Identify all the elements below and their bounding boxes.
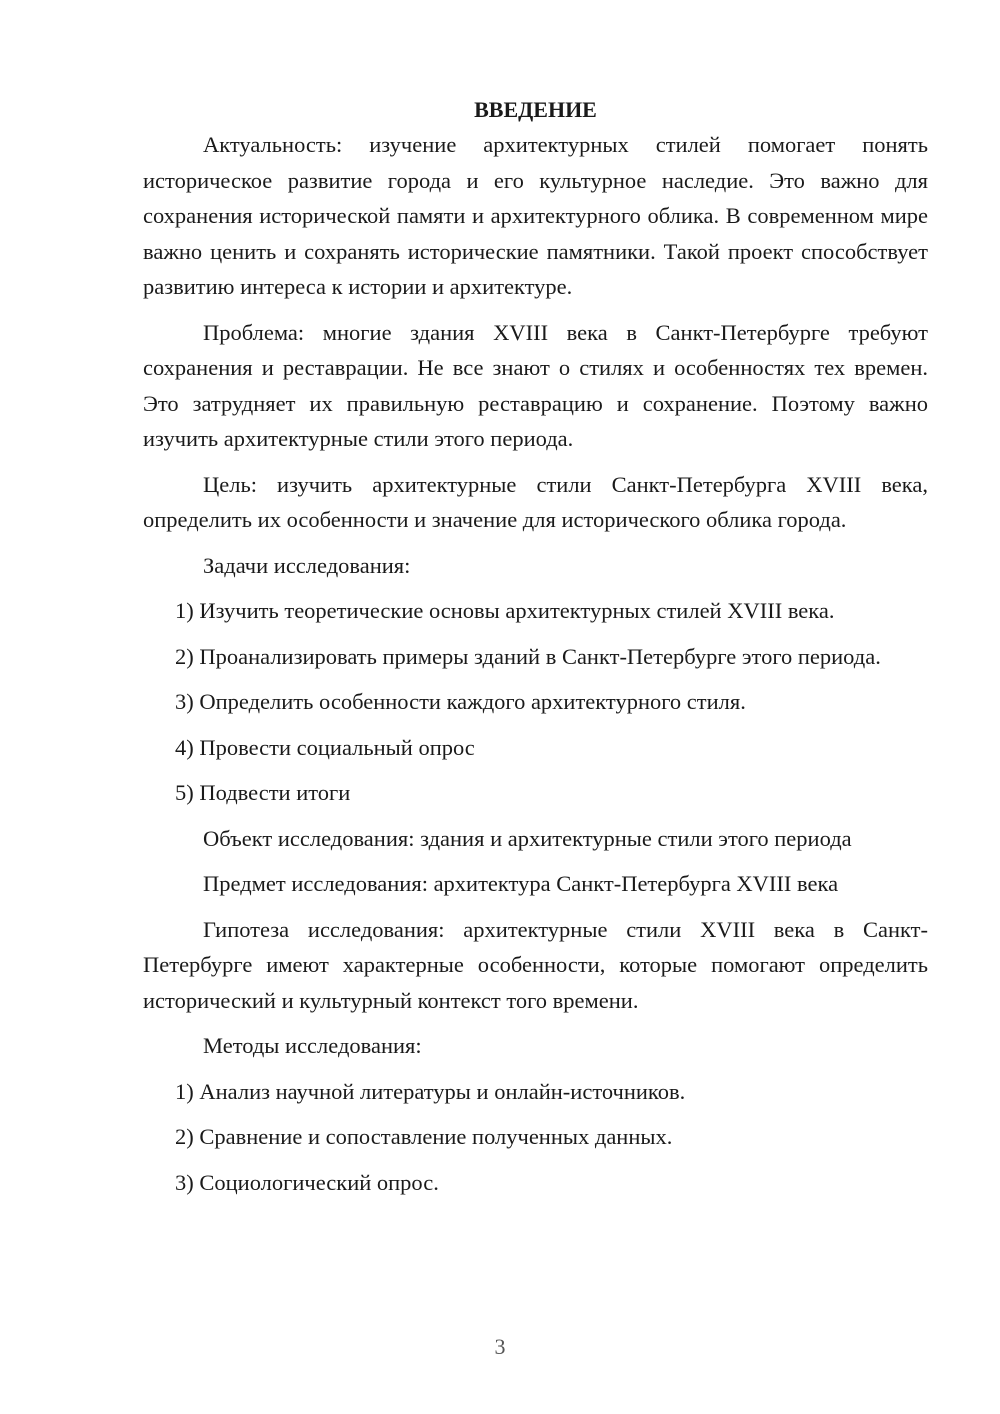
problem-paragraph: Проблема: многие здания XVIII века в Санкт-Петербурге требуют сохранения и реставрации. Не все знают о стилях и особенностях тех времен. Это затрудняет их правильную реставрацию и сохранение. Поэтому важно изучить архитектурные стили этого периода. (143, 319, 928, 451)
subject-paragraph: Предмет исследования: архитектура Санкт-Петербурга XVIII века (203, 871, 839, 896)
task-item: 3) Определить особенности каждого архитектурного стиля. (175, 689, 746, 714)
task-item: 5) Подвести итоги (175, 780, 351, 805)
goal-paragraph: Цель: изучить архитектурные стили Санкт-Петербурга XVIII века, определить их особенности и значение для исторического облика города. (143, 471, 928, 532)
tasks-heading: Задачи исследования: (203, 552, 411, 578)
task-item: 4) Провести социальный опрос (175, 734, 475, 760)
method-item: 1) Анализ научной литературы и онлайн-источников. (175, 1078, 686, 1104)
task-item: 2) Проанализировать примеры зданий в Санкт-Петербурге этого периода. (175, 643, 881, 669)
page-content (143, 92, 928, 1200)
page-number: 3 (494, 1334, 506, 1359)
method-item: 3) Социологический опрос. (175, 1169, 439, 1195)
object-paragraph: Объект исследования: здания и архитектурные стили этого периода (203, 825, 852, 851)
methods-heading: Методы исследования: (203, 1033, 422, 1058)
method-item: 2) Сравнение и сопоставление полученных данных. (175, 1124, 673, 1149)
task-item: 1) Изучить теоретические основы архитектурных стилей XVIII века. (175, 598, 835, 623)
page-title: ВВЕДЕНИЕ (474, 97, 597, 122)
relevance-paragraph: Актуальность: изучение архитектурных стилей помогает понять историческое развитие города и его культурное наследие. Это важно для сохранения исторической памяти и архитектурного облика. В современном мире важно ценить и сохранять исторические памятники. Такой проект способствует развитию интереса к истории и архитектуре. (143, 132, 928, 299)
hypothesis-paragraph: Гипотеза исследования: архитектурные стили XVIII века в Санкт-Петербурге имеют характерные особенности, которые помогают определить исторический и культурный контекст того времени. (143, 916, 928, 1013)
